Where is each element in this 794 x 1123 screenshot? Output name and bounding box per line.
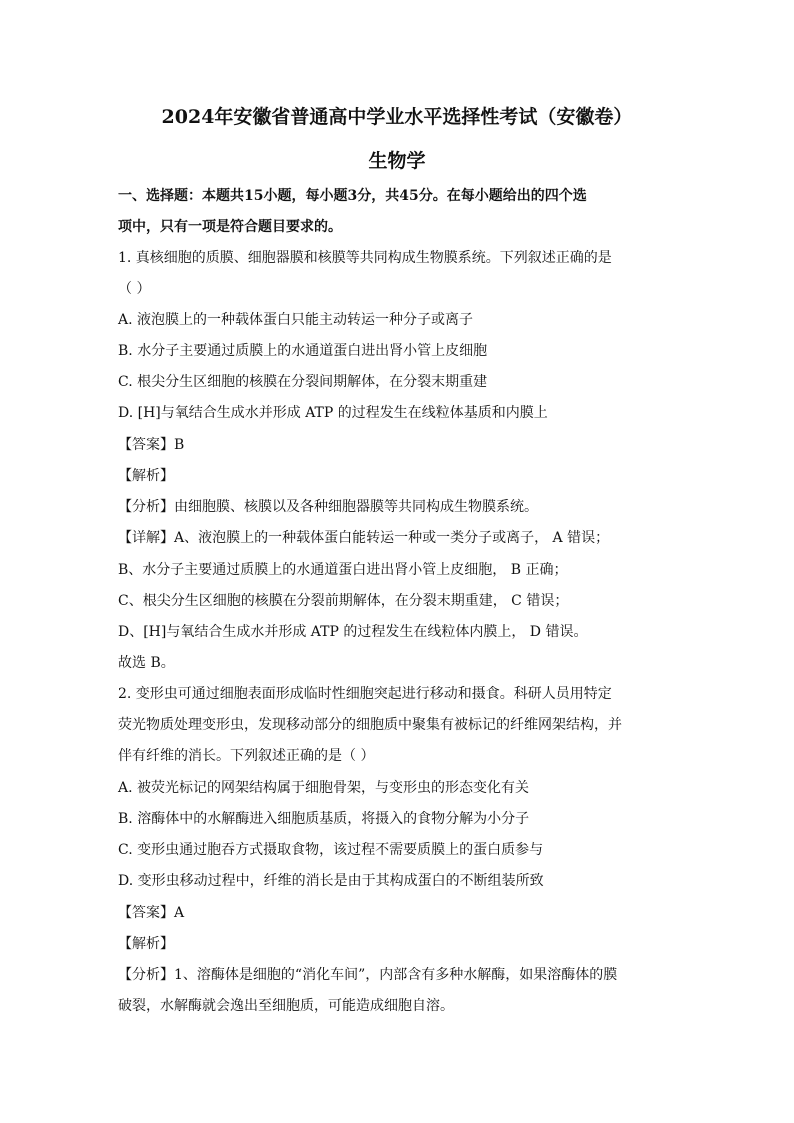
q2-stem-line-1: 2. 变形虫可通过细胞表面形成临时性细胞突起进行移动和摄食。科研人员用特定 (118, 686, 612, 702)
q1-option-c: C. 根尖分生区细胞的核膜在分裂间期解体，在分裂末期重建 (118, 374, 488, 390)
q1-detail-b: B、水分子主要通过质膜上的水通道蛋白进出肾小管上皮细胞， B 正确； (118, 562, 568, 578)
q1-conclusion: 故选 B。 (118, 655, 175, 671)
q1-option-a: A. 液泡膜上的一种载体蛋白只能主动转运一种分子或离子 (118, 312, 474, 328)
q1-option-d: D. [H]与氧结合生成水并形成 ATP 的过程发生在线粒体基质和内膜上 (118, 405, 548, 421)
q1-detail-a: 【详解】A、液泡膜上的一种载体蛋白能转运一种或一类分子或离子， A 错误； (118, 530, 610, 546)
q1-option-b: B. 水分子主要通过质膜上的水通道蛋白进出肾小管上皮细胞 (118, 343, 488, 359)
exam-title: 2024年安徽省普通高中学业水平选择性考试（安徽卷） (161, 106, 633, 128)
q1-stem-line-2: （ ） (118, 281, 151, 297)
q1-detail-c: C、根尖分生区细胞的核膜在分裂前期解体，在分裂末期重建， C 错误； (118, 593, 569, 609)
q2-fenxi-line-2: 破裂，水解酶就会逸出至细胞质，可能造成细胞自溶。 (118, 998, 454, 1014)
section-heading-line-1: 一、选择题：本题共15小题，每小题3分，共45分。在每小题给出的四个选 (118, 188, 587, 204)
subject-title: 生物学 (368, 150, 426, 172)
section-heading-line-2: 项中，只有一项是符合题目要求的。 (118, 219, 342, 235)
q2-option-b: B. 溶酶体中的水解酶进入细胞质基质，将摄入的食物分解为小分子 (118, 811, 530, 827)
q1-answer: 【答案】B (118, 437, 185, 453)
q2-stem-line-2: 荧光物质处理变形虫，发现移动部分的细胞质中聚集有被标记的纤维网架结构，并 (118, 717, 622, 733)
q2-option-c: C. 变形虫通过胞吞方式摄取食物，该过程不需要质膜上的蛋白质参与 (118, 842, 544, 858)
q1-stem-line-1: 1. 真核细胞的质膜、细胞器膜和核膜等共同构成生物膜系统。下列叙述正确的是 (118, 250, 612, 266)
q1-analysis-heading: 【解析】 (118, 468, 174, 484)
q2-analysis-heading: 【解析】 (118, 936, 174, 952)
q2-option-a: A. 被荧光标记的网架结构属于细胞骨架，与变形虫的形态变化有关 (118, 780, 530, 796)
q2-stem-line-3: 伴有纤维的消长。下列叙述正确的是（ ） (118, 748, 375, 764)
q2-answer: 【答案】A (118, 905, 185, 921)
q2-fenxi-line-1: 【分析】1、溶酶体是细胞的“消化车间”，内部含有多种水解酶，如果溶酶体的膜 (118, 967, 618, 983)
q2-option-d: D. 变形虫移动过程中，纤维的消长是由于其构成蛋白的不断组装所致 (118, 873, 544, 889)
q1-fenxi: 【分析】由细胞膜、核膜以及各种细胞器膜等共同构成生物膜系统。 (118, 499, 538, 515)
q1-detail-d: D、[H]与氧结合生成水并形成 ATP 的过程发生在线粒体内膜上， D 错误。 (118, 624, 588, 640)
